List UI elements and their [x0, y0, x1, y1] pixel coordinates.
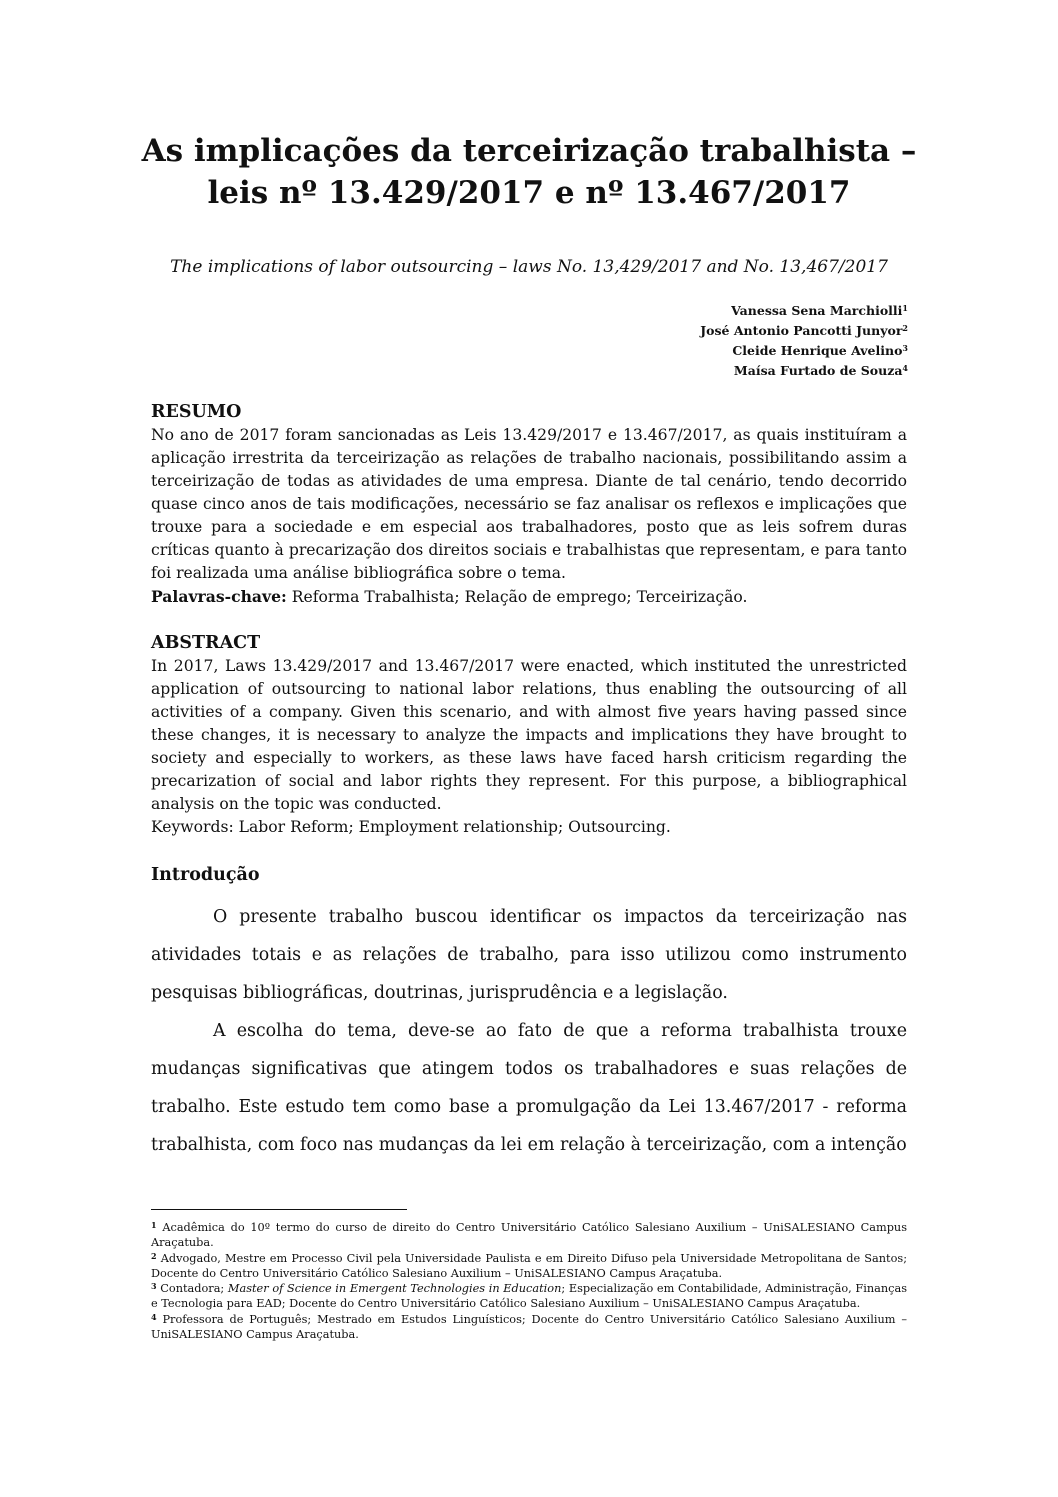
- introduction-section: [151, 864, 907, 1164]
- keywords-text: Reforma Trabalhista; Relação de emprego; Terceirização.: [291, 588, 748, 606]
- title-line-2: leis nº 13.429/2017 e nº 13.467/2017: [207, 175, 851, 211]
- footnotes: [151, 1220, 907, 1342]
- resumo-heading: RESUMO: [151, 402, 242, 422]
- author-list: [700, 301, 908, 381]
- title-line-1: As implicações da terceirização trabalhista –: [141, 133, 917, 169]
- introduction-heading: Introdução: [151, 865, 260, 885]
- abstract-text: In 2017, Laws 13.429/2017 and 13.467/2017 were enacted, which instituted the unrestricted application of outsourcing to national labor relations, thus enabling the outsourcing of all activities of a company. Given this scenario, and with almost five years having passed since these changes, it is necessary to analyze the impacts and implications they have brought to society and especially to workers, as these laws have faced harsh criticism regarding the precarization of social and labor rights they represent. For this purpose, a bibliographical analysis on the topic was conducted.: [151, 657, 907, 813]
- abstract-section: [151, 632, 907, 839]
- footnote-3: $^3$ Contadora; Master of Science in Emergent Technologies in Education; Especialização em Contabilidade, Administração, Finanças e Tecnologia para EAD; Docente do Centro Universitário Católico Salesiano Auxilium – UniSALESIANO Campus Araçatuba.: [151, 1281, 908, 1311]
- abstract-heading: ABSTRACT: [151, 633, 261, 653]
- intro-paragraph-1: O presente trabalho buscou identificar os impactos da terceirização nas atividades totais e as relações de trabalho, para isso utilizou como instrumento pesquisas bibliográficas, doutrinas, jurisprudência e a legislação.: [151, 907, 907, 1003]
- author: José Antonio Pancotti Junyor$^2$: [700, 323, 908, 338]
- footnote-1: $^1$ Acadêmica do 10º termo do curso de direito do Centro Universitário Católico Salesiano Auxilium – UniSALESIANO Campus Araçatuba.: [151, 1220, 908, 1250]
- english-title: The implications of labor outsourcing – laws No. 13,429/2017 and No. 13,467/2017: [170, 257, 888, 277]
- footnote-4: $^4$ Professora de Português; Mestrado em Estudos Linguísticos; Docente do Centro Universitário Católico Salesiano Auxilium – UniSALESIANO Campus Araçatuba.: [151, 1311, 907, 1342]
- footnote-separator: [151, 1209, 407, 1210]
- intro-paragraph-2: A escolha do tema, deve-se ao fato de que a reforma trabalhista trouxe mudanças significativas que atingem todos os trabalhadores e suas relações de trabalho. Este estudo tem como base a promulgação da Lei 13.467/2017 - reforma trabalhista, com foco nas mudanças da lei em relação à terceirização, com a intenção: [151, 1021, 907, 1155]
- resumo-text: No ano de 2017 foram sancionadas as Leis 13.429/2017 e 13.467/2017, as quais instituíram a aplicação irrestrita da terceirização as relações de trabalho nacionais, possibilitando assim a terceirização de todas as atividades de uma empresa. Diante de tal cenário, tendo decorrido quase cinco anos de tais modificações, necessário se faz analisar os reflexos e implicações que trouxe para a sociedade e em especial aos trabalhadores, posto que as leis sofrem duras críticas quanto à precarização dos direitos sociais e trabalhistas que representam, e para tanto foi realizada uma análise bibliográfica sobre o tema.: [151, 426, 907, 582]
- footnote-mark: 1: [902, 303, 908, 313]
- footnote-mark: 2: [902, 323, 908, 333]
- author: Cleide Henrique Avelino$^3$: [732, 343, 908, 358]
- footnote-mark: 3: [902, 343, 908, 353]
- footnote-2: $^2$ Advogado, Mestre em Processo Civil pela Universidade Paulista e em Direito Difuso pela Universidade Metropolitana de Santos; Docente do Centro Universitário Católico Salesiano Auxilium – UniSALESIANO Campus Araçatuba.: [151, 1250, 908, 1280]
- resumo-keywords: [151, 585, 907, 609]
- paper-title: [100, 130, 958, 214]
- author: Vanessa Sena Marchiolli$^1$: [731, 303, 908, 318]
- author: Maísa Furtado de Souza$^4$: [733, 363, 908, 378]
- abstract-keywords: Keywords: Labor Reform; Employment relationship; Outsourcing.: [151, 818, 671, 836]
- resumo-section: [151, 401, 907, 609]
- footnote-mark: 4: [902, 363, 908, 373]
- keywords-label: Palavras-chave:: [151, 587, 287, 606]
